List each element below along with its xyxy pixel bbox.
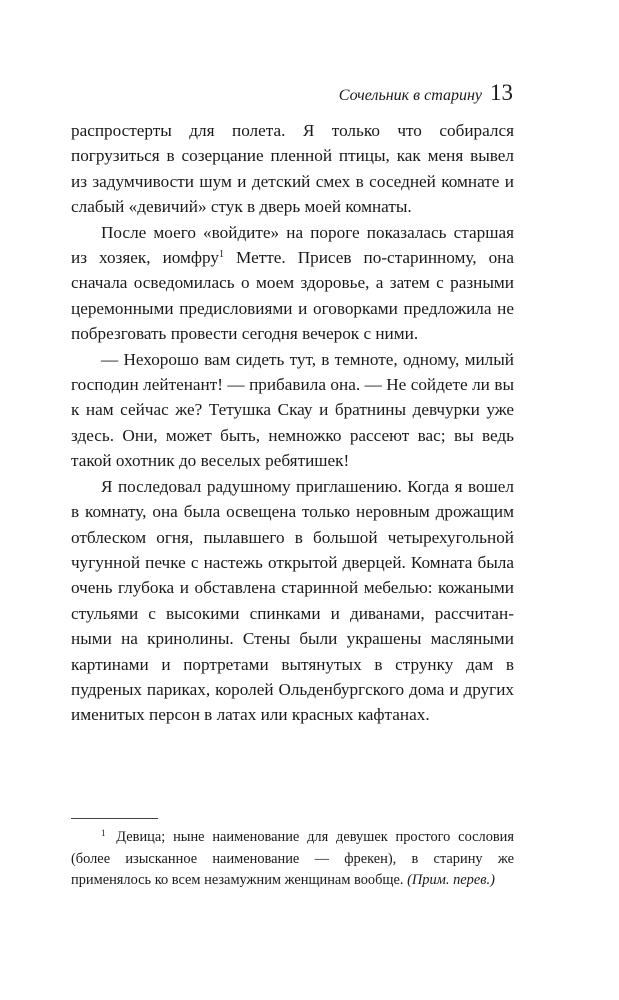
translator-note: (Прим. перев.) xyxy=(407,872,495,888)
footnote-marker: 1 xyxy=(101,828,106,838)
paragraph-2 xyxy=(71,220,514,347)
paragraph-2-start: После моего «войдите» на пороге показалась старшая из хозяек, иомфру xyxy=(71,222,514,268)
paragraph-4: Я последовал радушному приглашению. Когда я вошел в комнату, она была освещена только неровным дрожащим отблеском огня, пылавшего в большой четырехугольной чугунной печке с настежь открытой дверцей. Комната была очень глубока и обставлена старинной мебелью: кожаными стульями с высокими спинками и диванами, рассчитанными на кринолины. Стены были украшены масляными картинами и портретами вытянутых в струнку дам в пудреных париках, королей Ольденбургского дома и других именитых персон в латах или красных кафтанах. xyxy=(71,476,514,725)
main-text xyxy=(71,118,514,728)
footnote-divider xyxy=(71,818,158,819)
page-number: 13 xyxy=(490,80,513,105)
paragraph-2-end: Метте. Присев по-старинному, она сначала осведомилась о моем здоровье, а затем с разными церемонными предисловиями и оговорками предложила не побрезговать провести сегодня вечерок с ними. xyxy=(71,248,514,344)
footnote xyxy=(71,827,514,892)
footnote-text: Девица; ныне наименование для девушек простого сословия (более изысканное наименование — фрекен), в старину же применялось ко всем незамужним женщинам вообще. xyxy=(71,829,514,888)
paragraph-3: — Нехорошо вам сидеть тут, в темноте, одному, милый господин лейтенант! — прибавила она. — Не сойдете ли вы к нам сейчас же? Тетушка Скау и братнины девчурки уже здесь. Они, может быть, немножко рассеют вас; вы ведь такой охотник до веселых ребятишек! xyxy=(71,349,514,471)
running-title: Сочельник в старину xyxy=(338,87,482,104)
footnote-reference: 1 xyxy=(219,249,225,261)
paragraph-1: распростерты для полета. Я только что собирался погрузиться в созерцание пленной птицы, как меня вывел из задумчивости шум и детский смех в соседней комнате и слабый «девичий» стук в дверь моей комнаты. xyxy=(71,121,514,217)
running-head xyxy=(339,80,513,106)
